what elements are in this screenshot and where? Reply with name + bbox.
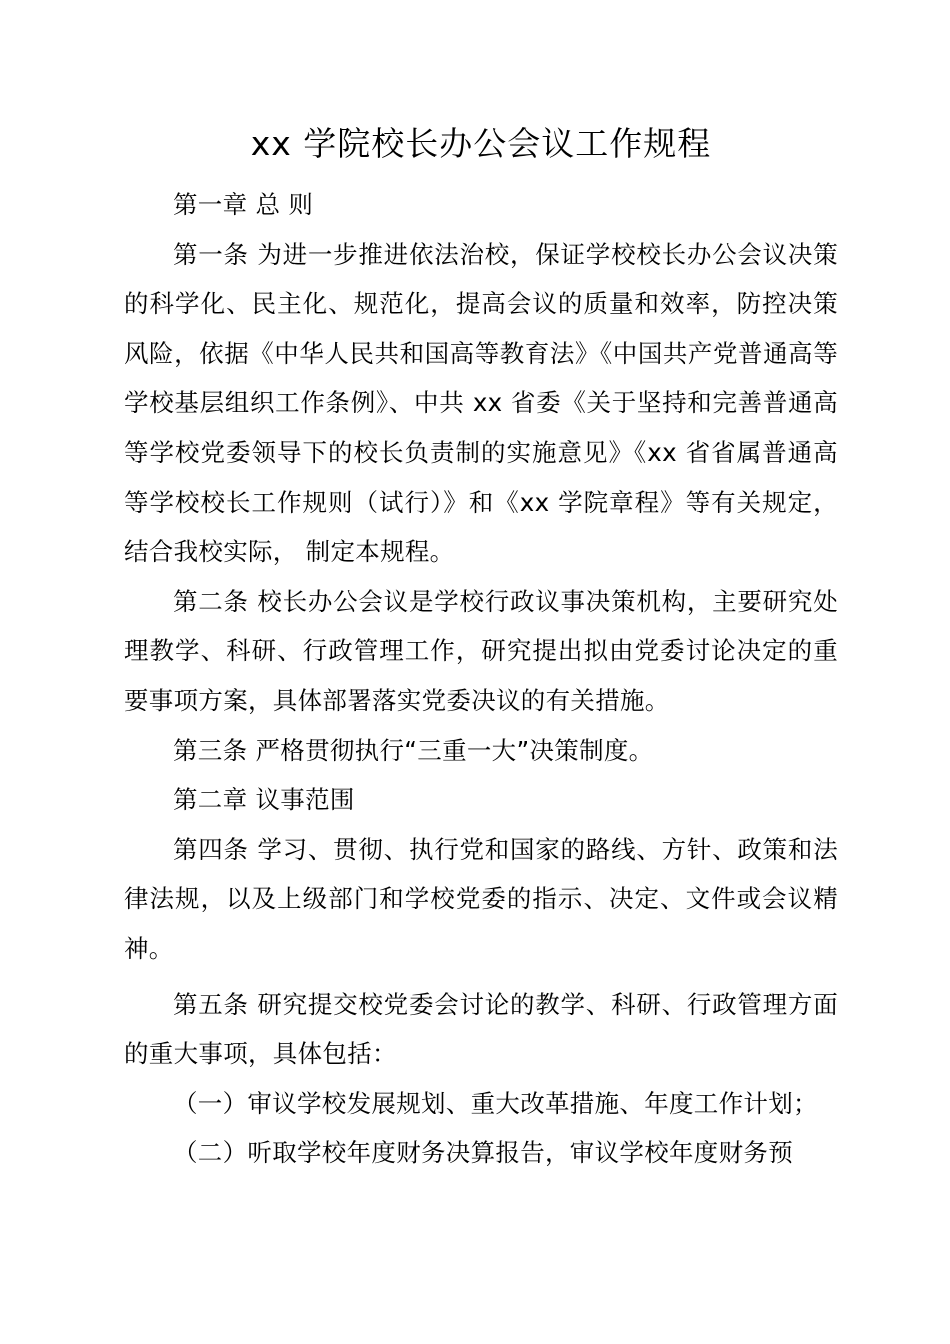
chapter-heading-1: 第一章 总 则: [173, 190, 314, 219]
article-5-item-2: （二）听取学校年度财务决算报告，审议学校年度财务预: [173, 1138, 793, 1168]
article-4: 第四条 学习、贯彻、执行党和国家的路线、方针、政策和法律法规，以及上级部门和学校党委的指示、决定、文件或会议精神。: [124, 834, 838, 963]
article-2: 第二条 校长办公会议是学校行政议事决策机构，主要研究处理教学、科研、行政管理工作，研究提出拟由党委讨论决定的重要事项方案，具体部署落实党委决议的有关措施。: [124, 586, 838, 715]
article-3: 第三条 严格贯彻执行“三重一大”决策制度。: [173, 735, 654, 765]
article-1: 第一条 为进一步推进依法治校，保证学校校长办公会议决策的科学化、民主化、规范化，提高会议的质量和效率，防控决策风险，依据《中华人民共和国高等教育法》《中国共产党普通高等学校基层组织工作条例》、中共 xx 省委《关于坚持和完善普通高等学校党委领导下的校长负责制的实施意见》《xx 省省属普通高等学校校长工作规则（试行）》和《xx 学院章程》等有关规定，结合我校实际， 制定本规程。: [124, 239, 838, 567]
document-title: xx 学院校长办公会议工作规程: [250, 124, 712, 163]
article-5: 第五条 研究提交校党委会讨论的教学、科研、行政管理方面的重大事项，具体包括：: [124, 989, 838, 1069]
document-page: [124, 118, 838, 1178]
chapter-heading-2: 第二章 议事范围: [173, 785, 355, 815]
article-5-item-1: （一）审议学校发展规划、重大改革措施、年度工作计划；: [173, 1088, 818, 1118]
